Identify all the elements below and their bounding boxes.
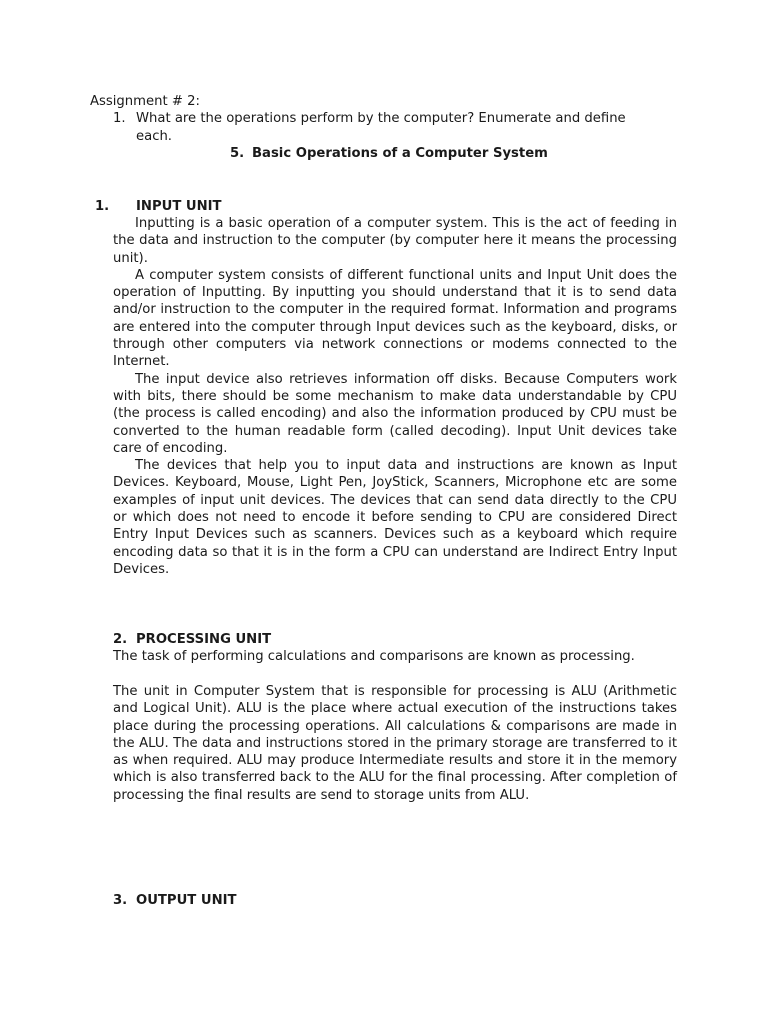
section-2-body xyxy=(113,683,677,804)
section-1-body xyxy=(113,215,677,578)
document-title-number: 5. xyxy=(230,146,245,161)
section-1-paragraph: The input device also retrieves information off disks. Because Computers work with bits, there should be some mechanism to make data understandable by CPU (the process is called encoding) and also the information produced by CPU must be converted to the human readable form (called decoding). Input Unit devices take care of encoding. xyxy=(113,371,677,456)
section-2-intro: The task of performing calculations and comparisons are known as processing. xyxy=(113,649,635,664)
section-1-heading: INPUT UNIT xyxy=(136,199,222,214)
question-number: 1. xyxy=(113,111,126,126)
section-3-heading: OUTPUT UNIT xyxy=(136,893,237,908)
section-1-paragraph: A computer system consists of different functional units and Input Unit does the operation of Inputting. By inputting you should understand that it is to send data and/or instruction to the computer in the required format. Information and programs are entered into the computer through Input devices such as the keyboard, disks, or through other computers via network connections or modems connected to the Internet. xyxy=(113,267,677,370)
document-title: Basic Operations of a Computer System xyxy=(252,146,548,161)
section-1-paragraph: The devices that help you to input data and instructions are known as Input Devices. Keyboard, Mouse, Light Pen, JoyStick, Scanners, Microphone etc are some examples of input unit devices. The devices that can send data directly to the CPU or which does not need to encode it before sending to CPU are considered Direct Entry Input Devices such as scanners. Devices such as a keyboard which require encoding data so that it is in the form a CPU can understand are Indirect Entry Input Devices. xyxy=(113,458,677,577)
question-text-line2: each. xyxy=(136,129,172,144)
section-3-number: 3. xyxy=(113,893,128,908)
assignment-label: Assignment # 2: xyxy=(90,94,200,109)
section-1-number: 1. xyxy=(95,199,110,214)
question-text-line1: What are the operations perform by the computer? Enumerate and define xyxy=(136,111,626,126)
section-1-paragraph: Inputting is a basic operation of a computer system. This is the act of feeding in the data and instruction to the computer (by computer here it means the processing unit). xyxy=(113,216,677,266)
section-2-number: 2. xyxy=(113,632,128,647)
section-2-heading: PROCESSING UNIT xyxy=(136,632,272,647)
section-2-paragraph: The unit in Computer System that is responsible for processing is ALU (Arithmetic and Logical Unit). ALU is the place where actual execution of the instructions takes place during the processing operations. All calculations & comparisons are made in the ALU. The data and instructions stored in the primary storage are transferred to it as when required. ALU may produce Intermediate results and store it in the memory which is also transferred back to the ALU for the final processing. After completion of processing the final results are send to storage units from ALU. xyxy=(113,684,677,803)
